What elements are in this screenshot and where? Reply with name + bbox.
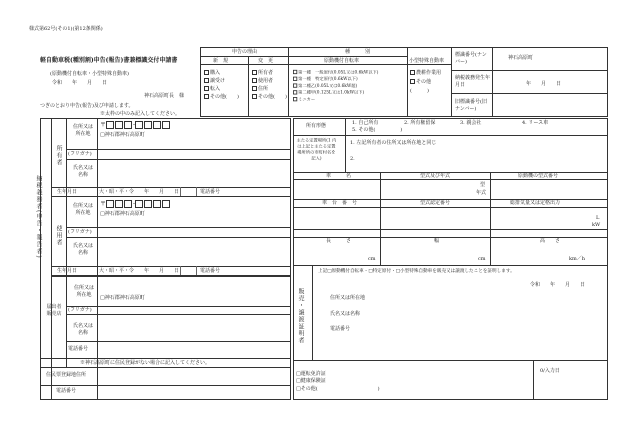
owner-address-label: 住所又は所在地 xyxy=(72,124,93,137)
insurance-check[interactable]: □健康保険証 xyxy=(296,378,326,384)
moped-heading: 原動機付自転車 xyxy=(324,58,360,64)
ownership-option-2[interactable]: 2. 所有権留保 xyxy=(404,120,436,126)
reason-heading: 申告の理由 xyxy=(232,49,258,55)
transfer-side-label: 販売・譲渡証明者 xyxy=(297,288,304,344)
owner-name-label: 氏名又は名称 xyxy=(72,165,93,178)
user-town-check[interactable]: □神石郡神石高原町 xyxy=(100,211,145,217)
intro-text: つぎのとおり申告(報告)及び申請します。 xyxy=(40,103,134,109)
user-postal[interactable]: 〒 - xyxy=(100,200,171,208)
storage-phone-label: 電話番号 xyxy=(56,388,77,394)
user-birth-era[interactable]: 大・昭・平・令 年 月 日 xyxy=(99,268,180,274)
owner-postal[interactable]: 〒 - xyxy=(100,121,171,129)
date-line: 令和 年 月 日 xyxy=(52,80,108,86)
issue-date-label: 納税義務発生年月日 xyxy=(455,75,491,88)
storage-address-label: 住民票登録地住所 xyxy=(46,372,87,378)
license-check[interactable]: □運転免許証 xyxy=(296,371,326,377)
vehicle-spec-table xyxy=(293,118,608,400)
owner-birth-era[interactable]: 大・昭・平・令 年 月 日 xyxy=(99,189,180,195)
plate-number-label: 標識番号(ナンバー) xyxy=(455,52,487,65)
user-phone-label: 電話番号 xyxy=(200,268,221,274)
addressee: 神石高原町長 様 xyxy=(144,93,185,99)
old-plate-label: 旧標識番号(旧ナンバー) xyxy=(455,99,487,112)
moped-options[interactable]: 第一種 一般原付(0.05L又は0.6kW以下) 第一種 特定原付(0.6kW以下) 第二種乙(0.05L又は0.6kW超) 第二種甲(0.125L又は1.0kW以下) ミニカー xyxy=(293,69,378,103)
displacement-unit-l: L xyxy=(596,215,600,221)
user-address-label: 住所又は所在地 xyxy=(72,203,93,216)
width-unit: cm xyxy=(478,256,486,262)
certification-label: 型式認定番号 xyxy=(420,200,451,206)
owner-birth-label: 生年月日 xyxy=(57,189,78,195)
user-birth-label: 生年月日 xyxy=(57,268,78,274)
dealer-town-check[interactable]: □神石郡神石高原町 xyxy=(100,295,145,301)
registration-heading: 新 規 xyxy=(213,58,229,64)
input-date-label: 0/入力日 xyxy=(540,368,560,374)
frame-number-label: 車 台 番 号 xyxy=(322,200,358,206)
form-title: 軽自動車税(種別割)申告(報告)書兼標識交付申請書 xyxy=(40,57,178,64)
model-unit: 型 xyxy=(480,182,486,188)
note-text: ※太枠の中のみ記入してください。 xyxy=(100,111,181,117)
length-label: 長 さ xyxy=(326,238,352,244)
transfer-phone-label: 電話番号 xyxy=(330,326,351,332)
ownership-option-4[interactable]: 4. リース車 xyxy=(522,120,549,126)
user-furigana-label: (フリガナ) xyxy=(68,229,92,235)
owner-town-check[interactable]: □神石郡神石高原町 xyxy=(100,132,145,138)
plate-office: 神石高原町 xyxy=(508,55,534,61)
height-label: 高 さ xyxy=(540,238,561,244)
other-check[interactable]: □その他( ) xyxy=(296,386,380,392)
owner-phone-label: 電話番号 xyxy=(200,189,221,195)
transfer-name-label: 氏名又は名称 xyxy=(330,311,361,317)
type-heading: 種 別 xyxy=(345,49,371,55)
dealer-side-label: 届出者販売店 xyxy=(46,304,62,317)
main-place-option-2[interactable]: 2. xyxy=(350,156,355,162)
vehicle-name-label: 車 名 xyxy=(326,173,352,179)
transfer-statement: 上記□原動機付自転車・□特定原付・□小型特殊自動車を販売又は譲渡したことを証明します。 xyxy=(318,268,515,274)
ownership-option-3[interactable]: 3. 親会社 xyxy=(460,120,482,126)
displacement-label: 総排気量又は定格出力 xyxy=(510,200,561,206)
dealer-address-label: 住所又は所在地 xyxy=(73,285,94,298)
dealer-name-label: 氏名又は名称 xyxy=(72,323,93,336)
transfer-date[interactable]: 令和 年 月 日 xyxy=(530,282,586,288)
owner-side-label: 所有者 xyxy=(55,145,62,166)
taxpayer-side-label: 納税義務者(申告・報告者) xyxy=(35,175,42,259)
registration-options[interactable]: 購入 譲受け 転入 その他( ) xyxy=(204,69,239,101)
issue-date-value[interactable]: 年 月 日 xyxy=(526,81,562,87)
speed-unit: km／h xyxy=(569,256,585,262)
main-place-label: 主たる定置場所(1 内は上記と主たる定置場所所の市町村名を記入) xyxy=(296,138,337,161)
transfer-address-label: 住所又は所在地 xyxy=(330,295,366,301)
ownership-option-5[interactable]: 5. その他( ) xyxy=(352,127,403,133)
special-options[interactable]: 農耕作業用 その他 ( ) xyxy=(410,70,442,94)
engine-model-label: 原動機の型式番号 xyxy=(518,173,559,179)
ownership-option-1[interactable]: 1. 自己所有 xyxy=(352,120,379,126)
user-side-label: 使用者 xyxy=(55,225,62,246)
displacement-unit-kw: kW xyxy=(592,222,601,228)
special-heading: 小型特殊自動車 xyxy=(409,58,445,64)
width-label: 幅 xyxy=(434,238,440,244)
ownership-label: 所有形態 xyxy=(306,123,327,129)
dealer-furigana-label: (フリガナ) xyxy=(68,307,92,313)
change-options[interactable]: 所有者 使用者 住所 その他( ) xyxy=(252,69,287,101)
dealer-phone-label: 電話番号 xyxy=(68,346,89,352)
owner-furigana-label: (フリガナ) xyxy=(68,151,92,157)
length-unit: cm xyxy=(368,256,376,262)
form-number: 様式第62号(その1)(第12条関係) xyxy=(29,26,103,32)
main-place-option-1[interactable]: 1. 左記所有者の住所又は所在地と同じ xyxy=(350,140,437,146)
year-unit: 年式 xyxy=(476,190,487,196)
form-subtitle: (原動機付自転車・小型特殊自動車) xyxy=(50,71,129,77)
change-heading: 変 更 xyxy=(258,58,274,64)
user-name-label: 氏名又は名称 xyxy=(72,243,93,256)
dealer-note: ※神石高原町に住民登録がない場合に記入してください。 xyxy=(80,360,211,366)
model-year-label: 型式及び年式 xyxy=(420,173,451,179)
